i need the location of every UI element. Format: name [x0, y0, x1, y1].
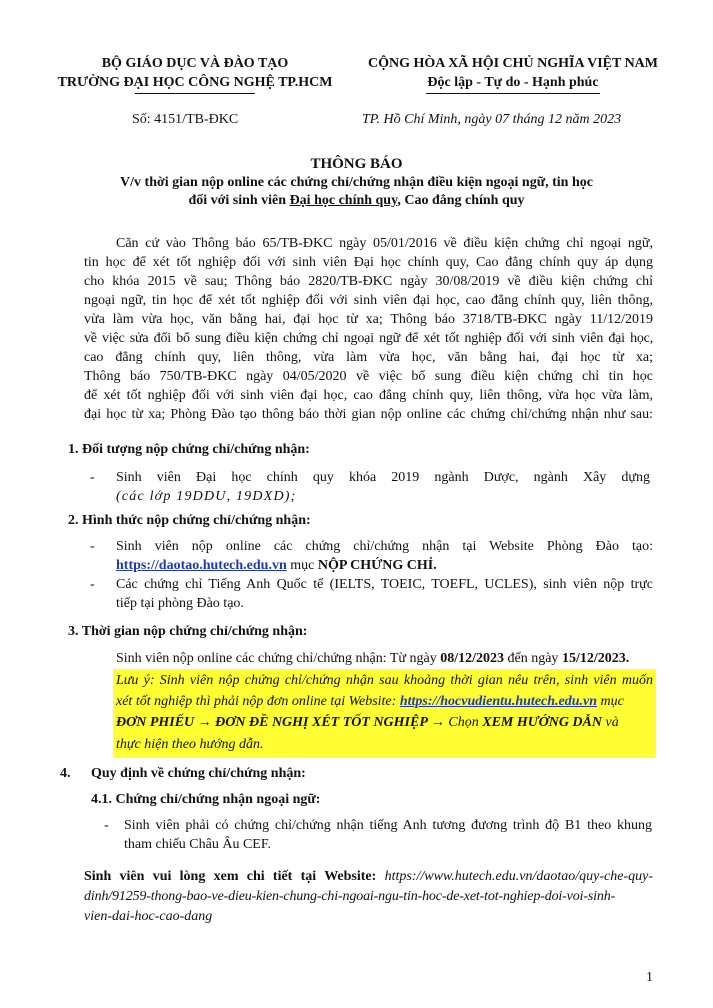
intro-line: cao đẳng chính quy, liên thông, vừa làm vừa học, văn bằng hai, đại học từ xa; [84, 350, 653, 365]
section-2-item-1-line-2 [116, 556, 437, 575]
section-1-item-line-2: (các lớp 19DDU, 19DXD); [116, 489, 297, 504]
list-dash: - [90, 470, 95, 485]
intro-line: vừa làm vừa học, văn bằng hai, đại học từ xa; Thông báo 3718/TB-ĐKC ngày 11/12/2019 [84, 312, 653, 327]
menu-path: ĐƠN PHIẾU → ĐƠN ĐỀ NGHỊ XÉT TỐT NGHIỆP → [116, 715, 449, 730]
list-dash: - [104, 818, 109, 833]
place-and-date: TP. Hồ Chí Minh, ngày 07 tháng 12 năm 2023 [362, 112, 622, 127]
intro-line: ngoại ngữ, tin học để xét tốt nghiệp đối với sinh viên đại học, cao đẳng chính quy, liên thông, [84, 293, 653, 308]
time-from: 08/12/2023 [440, 651, 504, 666]
section-1-heading: 1. Đối tượng nộp chứng chỉ/chứng nhận: [68, 442, 310, 457]
notice-subject-line-1: V/v thời gian nộp online các chứng chỉ/chứng nhận điều kiện ngoại ngữ, tin học [120, 175, 593, 190]
section-2-item-2-line-1: Các chứng chỉ Tiếng Anh Quốc tế (IELTS, TOEIC, TOEFL, UCLES), sinh viên nộp trực [116, 577, 653, 592]
list-dash: - [90, 577, 95, 592]
section-4-number: 4. [60, 766, 71, 781]
note-line-2 [116, 692, 624, 711]
section-4-1-heading: 4.1. Chứng chỉ/chứng nhận ngoại ngữ: [91, 792, 321, 807]
document-number: Số: 4151/TB-ĐKC [132, 112, 239, 127]
intro-line: cho khóa 2015 về sau; Thông báo 2820/TB-ĐKC ngày 30/08/2019 về điều kiện chứng chỉ [84, 274, 653, 289]
university-underline [135, 93, 255, 94]
subject-text: đối với sinh viên [188, 193, 290, 208]
daotao-website-link[interactable]: https://daotao.hutech.edu.vn [116, 558, 287, 573]
page-number: 1 [646, 970, 653, 985]
menu-name: NỘP CHỨNG CHỈ. [317, 558, 437, 573]
reference-url[interactable]: dinh/91259-thong-bao-ve-dieu-kien-chung-chi-ngoai-ngu-tin-hoc-de-xet-tot-nghiep-doi-voi-sinh- [84, 889, 616, 904]
time-to: 15/12/2023. [561, 651, 630, 666]
submission-time [116, 649, 629, 668]
section-2-heading: 2. Hình thức nộp chứng chỉ/chứng nhận: [68, 513, 311, 528]
section-1-item-line-1: Sinh viên Đại học chính quy khóa 2019 ngành Dược, ngành Xây dựng [116, 470, 650, 485]
note-text: mục [597, 694, 624, 709]
note-text: Chọn [448, 715, 483, 730]
ministry-name: BỘ GIÁO DỤC VÀ ĐÀO TẠO [101, 56, 289, 71]
reference-lead: Sinh viên vui lòng xem chi tiết tại Website: [84, 869, 385, 884]
notice-title: THÔNG BÁO [310, 156, 403, 172]
intro-line: tin học để xét tốt nghiệp đối với sinh viên Đại học chính quy, Cao đẳng chính quy áp dụng [84, 255, 653, 270]
motto-underline [426, 93, 600, 94]
section-3-heading: 3. Thời gian nộp chứng chỉ/chứng nhận: [68, 624, 308, 639]
section-4-item-line-2: tham chiếu Châu Âu CEF. [124, 837, 272, 852]
intro-line: về việc sửa đổi bổ sung điều kiện chứng chỉ ngoại ngữ để xét tốt nghiệp đối với sinh viên đại học, [84, 331, 653, 346]
subject-program-underlined: Đại học chính quy [289, 193, 398, 208]
note-line-4: thực hiện theo hướng dẫn. [116, 737, 264, 752]
notice-subject-line-2 [0, 191, 713, 210]
section-2-item-1-line-1: Sinh viên nộp online các chứng chỉ/chứng nhận tại Website Phòng Đào tạo: [116, 539, 653, 554]
reference-url[interactable]: vien-dai-hoc-cao-dang [84, 909, 213, 924]
note-line-3 [116, 713, 619, 732]
list-dash: - [90, 539, 95, 554]
time-mid: đến ngày [504, 651, 562, 666]
intro-line: để xét tốt nghiệp đối với sinh viên đại học, cao đẳng chính quy, liên thông, vừa học vừa làm, [84, 388, 653, 403]
university-name: TRƯỜNG ĐẠI HỌC CÔNG NGHỆ TP.HCM [57, 75, 333, 90]
menu-prefix: mục [286, 558, 318, 573]
note-text: và [602, 715, 619, 730]
reference-line-1 [84, 867, 653, 886]
section-4-item-line-1: Sinh viên phải có chứng chỉ/chứng nhận tiếng Anh tương đương trình độ B1 theo khung [124, 818, 652, 833]
motto: Độc lập - Tự do - Hạnh phúc [427, 75, 599, 90]
intro-line: đại học từ xa; Phòng Đào tạo thông báo thời gian nộp online các chứng chỉ/chứng nhận như sau: [84, 407, 653, 422]
reference-url[interactable]: https://www.hutech.edu.vn/daotao/quy-che-quy- [384, 869, 653, 884]
note-line-1: Lưu ý: Sinh viên nộp chứng chỉ/chứng nhận sau khoảng thời gian nêu trên, sinh viên muốn [116, 673, 653, 688]
hocvu-website-link[interactable]: https://hocvudientu.hutech.edu.vn [399, 694, 598, 709]
subject-text-end: , Cao đẳng chính quy [397, 193, 525, 208]
time-prefix: Sinh viên nộp online các chứng chỉ/chứng nhận: Từ ngày [116, 651, 441, 666]
intro-line: Căn cứ vào Thông báo 65/TB-ĐKC ngày 05/01/2016 về điều kiện chứng chỉ ngoại ngữ, [116, 236, 653, 251]
guide-label: XEM HƯỚNG DẪN [482, 715, 602, 730]
section-2-item-2-line-2: tiếp tại phòng Đào tạo. [116, 596, 244, 611]
intro-line: Thông báo 750/TB-ĐKC ngày 04/05/2020 về việc bổ sung điều kiện chứng chỉ tin học [84, 369, 653, 384]
republic-name: CỘNG HÒA XÃ HỘI CHỦ NGHĨA VIỆT NAM [367, 56, 658, 71]
note-text: xét tốt nghiệp thì phải nộp đơn online tại Website: [116, 694, 400, 709]
section-4-heading: Quy định về chứng chỉ/chứng nhận: [91, 766, 306, 781]
